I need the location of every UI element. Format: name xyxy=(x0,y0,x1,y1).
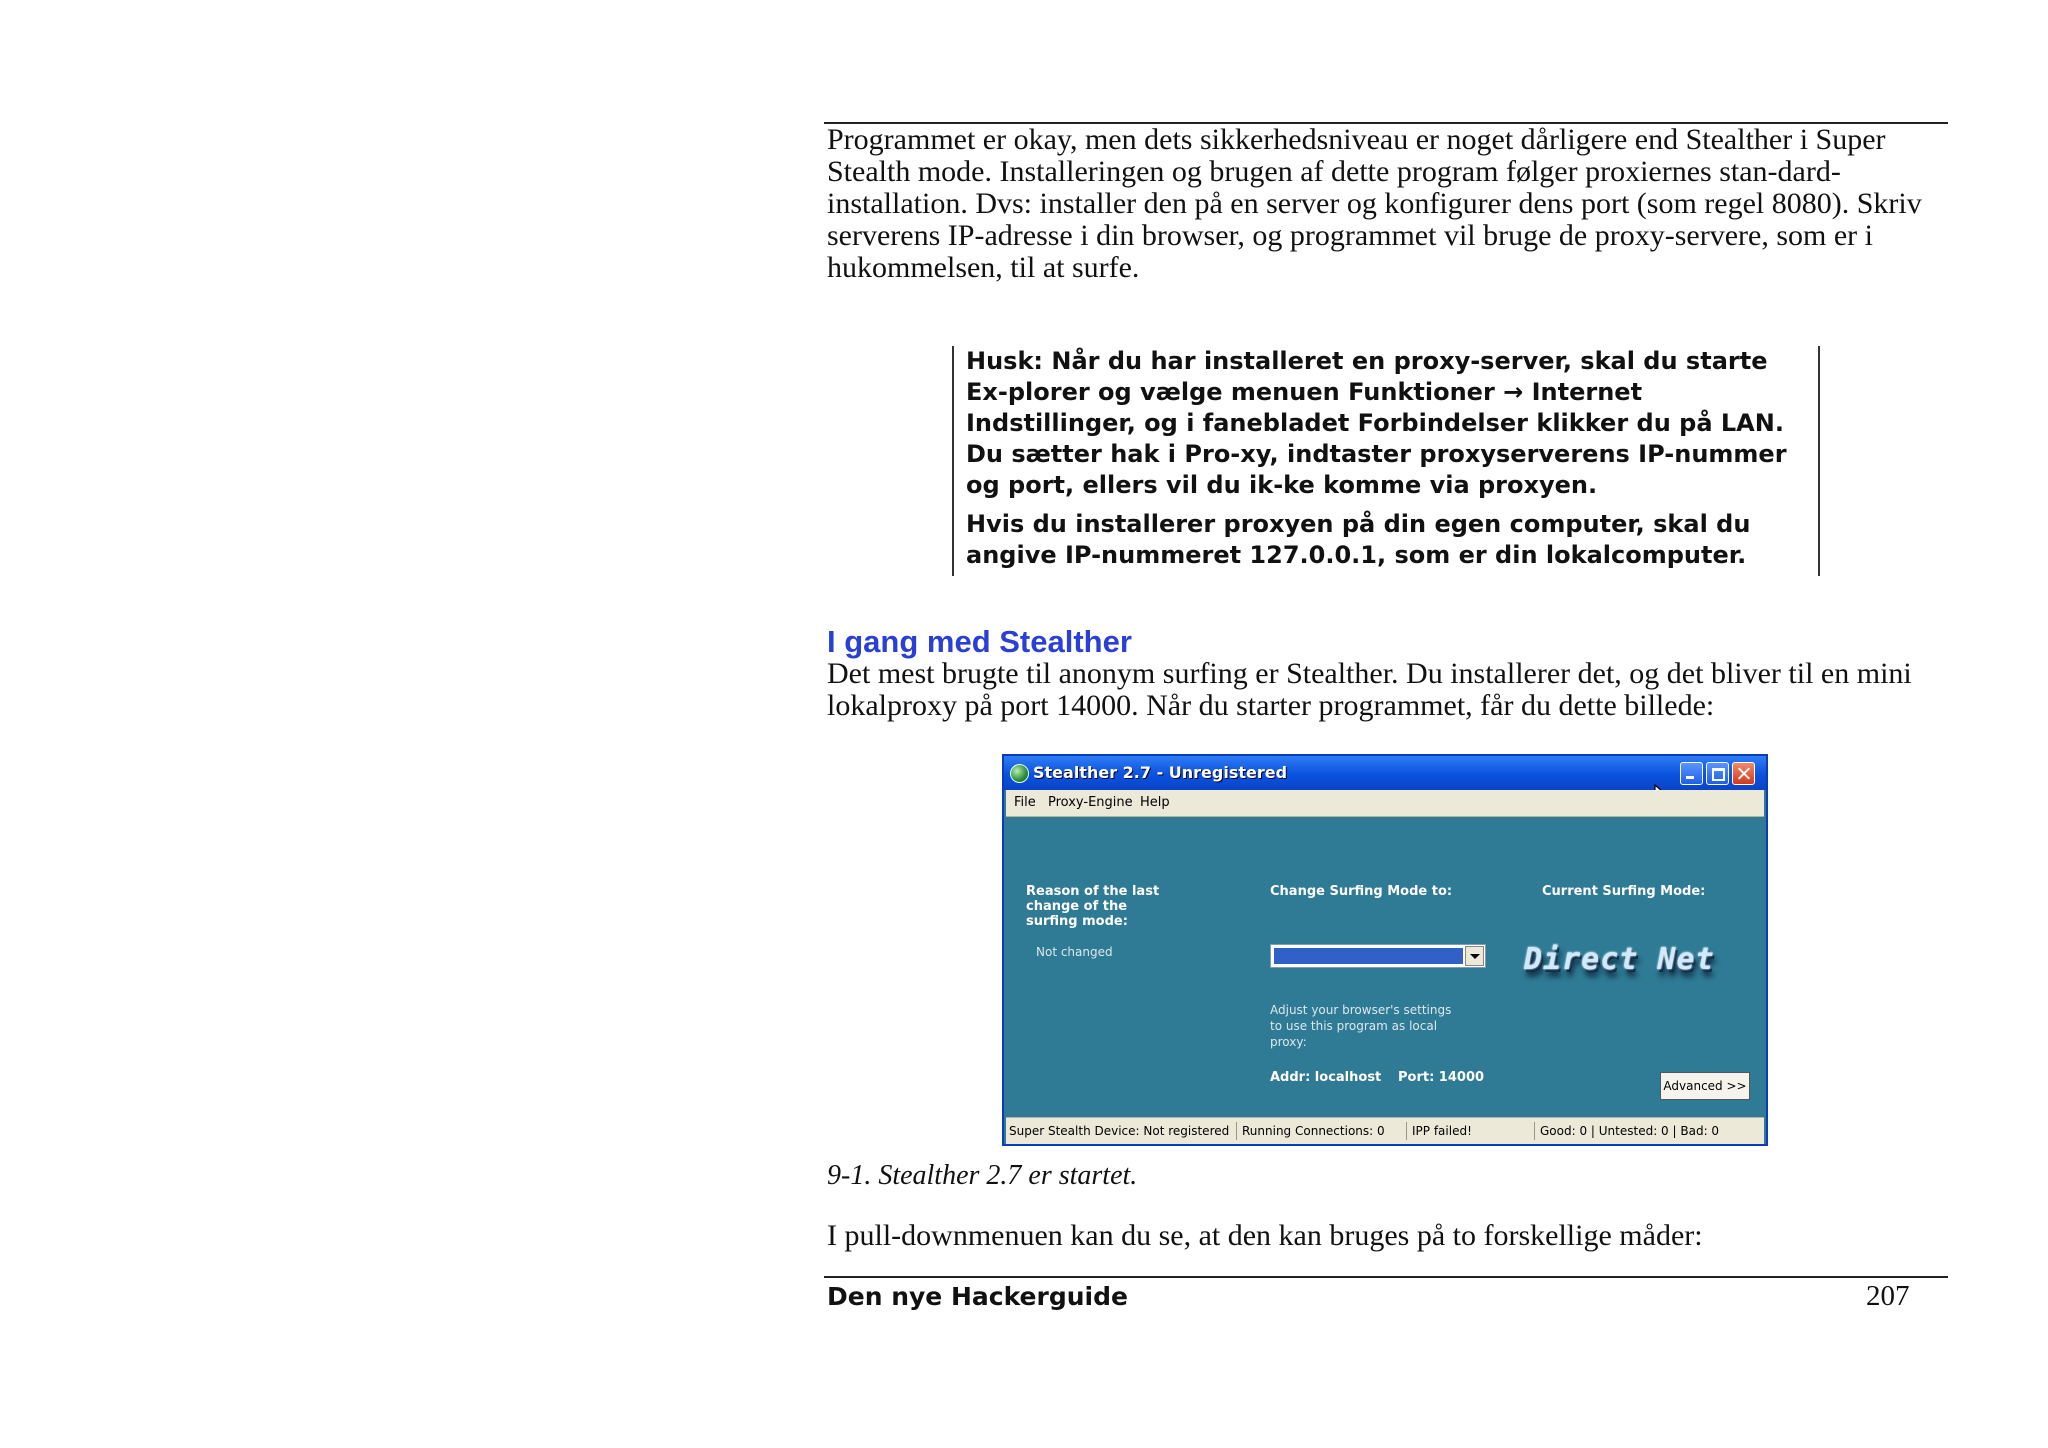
window-title: Stealther 2.7 - Unregistered xyxy=(1033,763,1288,782)
menu-help[interactable]: Help xyxy=(1140,795,1170,810)
section-heading: I gang med Stealther xyxy=(827,624,1132,659)
statusbar xyxy=(1006,1117,1764,1144)
menu-proxy-engine[interactable]: Proxy-Engine xyxy=(1048,795,1133,810)
status-divider xyxy=(1534,1122,1535,1140)
stealther-window-screenshot xyxy=(1002,754,1768,1146)
maximize-icon[interactable] xyxy=(1706,762,1729,785)
status-connections: Running Connections: 0 xyxy=(1242,1124,1385,1138)
window-titlebar xyxy=(1004,756,1766,790)
change-mode-label: Change Surfing Mode to: xyxy=(1270,884,1453,899)
advanced-button[interactable]: Advanced >> xyxy=(1660,1072,1750,1100)
current-mode-value: Direct Net xyxy=(1524,942,1715,977)
status-ipp: IPP failed! xyxy=(1412,1124,1472,1138)
chevron-down-icon[interactable] xyxy=(1465,946,1484,966)
status-divider xyxy=(1406,1122,1407,1140)
paragraph-2: Det mest brugte til anonym surfing er Stealther. Du installerer det, og det bliver til en mini lokalproxy på port 14000. Når du starter programmet, får du dette billede: xyxy=(827,657,1912,722)
reason-label: Reason of the last change of the surfing mode: xyxy=(1026,884,1160,929)
proxy-hint: Adjust your browser's settings to use this program as local proxy: xyxy=(1270,1003,1452,1049)
port-text: Port: 14000 xyxy=(1398,1070,1485,1085)
note-box xyxy=(952,346,1820,576)
close-icon[interactable] xyxy=(1732,762,1755,785)
globe-icon xyxy=(1010,764,1029,783)
dropdown-selection xyxy=(1274,948,1463,964)
note-text-1: Husk: Når du har installeret en proxy-server, skal du starte Ex-plorer og vælge menuen Funktioner → Internet Indstillinger, og i fanebladet Forbindelser klikker du på LAN. Du sætter hak i Pro-xy, indtaster proxyserverens IP-nummer og port, ellers vil du ik-ke komme via proxyen. xyxy=(966,347,1787,499)
paragraph-3: I pull-downmenuen kan du se, at den kan bruges på to forskellige måder: xyxy=(827,1219,1703,1252)
figure-caption: 9-1. Stealther 2.7 er startet. xyxy=(827,1160,1138,1191)
surfing-mode-dropdown[interactable] xyxy=(1270,944,1486,968)
reason-value: Not changed xyxy=(1036,945,1113,959)
current-mode-label: Current Surfing Mode: xyxy=(1542,884,1706,899)
note-text-2: Hvis du installerer proxyen på din egen computer, skal du angive IP-nummeret 127.0.0.1, som er din lokalcomputer. xyxy=(966,510,1751,569)
status-device: Super Stealth Device: Not registered xyxy=(1009,1124,1230,1138)
status-counts: Good: 0 | Untested: 0 | Bad: 0 xyxy=(1540,1124,1720,1138)
status-divider xyxy=(1236,1122,1237,1140)
bottom-rule xyxy=(824,1276,1948,1278)
addr-text: Addr: localhost xyxy=(1270,1070,1382,1085)
menu-file[interactable]: File xyxy=(1014,795,1036,810)
menubar xyxy=(1006,790,1764,817)
footer-book-title: Den nye Hackerguide xyxy=(827,1282,1128,1311)
minimize-icon[interactable] xyxy=(1680,762,1703,785)
paragraph-1: Programmet er okay, men dets sikkerhedsniveau er noget dårligere end Stealther i Super Stealth mode. Installeringen og brugen af dette program følger proxiernes stan-dard-installation. Dvs: installer den på en server og konfigurer dens port (som regel 8080). Skriv serverens IP-adresse i din browser, og programmet vil bruge de proxy-servere, som er i hukommelsen, til at surfe. xyxy=(827,123,1922,284)
page-number: 207 xyxy=(1866,1280,1910,1312)
